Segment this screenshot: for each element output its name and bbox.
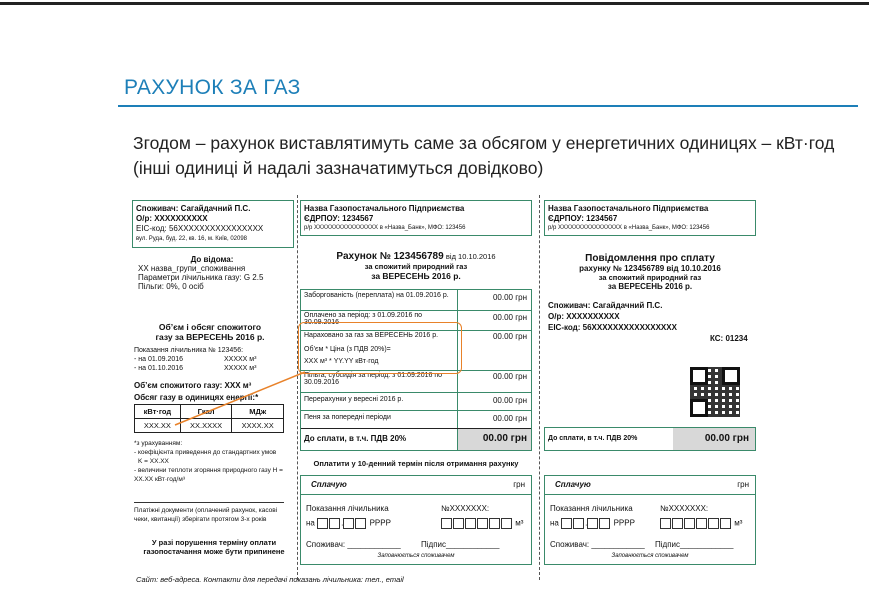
notice-consumer: Споживач: Сагайдачний П.С. [548,301,663,310]
invoice-title: Рахунок № 123456789 [336,251,444,262]
title-underline [118,105,858,107]
payslip-paid-label: Сплачую [311,480,347,489]
warning-note: У разі порушення терміну оплати газопостачання може бути припинене [143,538,285,556]
row-divider [301,392,531,393]
energy-header-gcal: Гкал [180,405,232,419]
calc-values: XXX м³ * YY.YY кВт·год [304,358,379,365]
invoice-document [120,195,760,590]
row-penalty-amount: 00.00 грн [492,414,527,423]
payslip-m3: м³ [515,518,524,528]
invoice-header [300,251,532,281]
payslip-reading-field[interactable] [441,518,523,529]
payslip-paid-label-2: Сплачую [555,480,591,489]
notice-eic: ЕІС-код: 56XXXXXXXXXXXXXXXX [548,323,677,332]
reading-1-value: XXXXX м³ [224,356,257,363]
notice-account: рахунку № 123456789 від 10.10.2016 [579,264,721,273]
info-group: XX назва_групи_споживання [138,264,246,273]
row-divider [301,410,531,411]
payslip-year: РРРР [369,518,391,528]
row-paid-label: Оплачено за період: з 01.09.2016 по 30.09.2016 [304,312,423,326]
invoice-period: за ВЕРЕСЕНЬ 2016 р. [371,271,461,281]
supplier-edrpou-2: ЄДРПОУ: 1234567 [548,214,618,223]
row-subsidy-label: Пільга, субсидія за період: з 01.09.2016 по 30.09.2016 [304,372,443,386]
meter-number: Показання лічильника № 123456: [134,347,244,354]
top-border [0,2,869,5]
row-recalc-amount: 00.00 грн [492,396,527,405]
supplier-edrpou: ЄДРПОУ: 1234567 [304,214,374,223]
payslip-filled: Заповнюється споживачем [377,553,455,559]
row-subsidy-amount: 00.00 грн [492,372,527,381]
supplier-box [300,200,532,236]
payslip-signature[interactable]: Підпис____________ [421,540,500,549]
payslip-middle [300,475,532,565]
consumer-account: О/р: XXXXXXXXXX [136,214,208,223]
note-heat: - величини теплоти згоряння природного газу H = XX.XX кВт·год/м³ [134,467,283,483]
payslip-signature-2[interactable]: Підпис____________ [655,540,734,549]
footer-contacts: Сайт: веб-адреса. Контакти для передачі показань лічильника: тел., email [136,575,404,584]
row-paid-amount: 00.00 грн [492,313,527,322]
payslip-year-2: РРРР [613,518,635,528]
row-charged-label: Нараховано за газ за ВЕРЕСЕНЬ 2016 р. [304,332,439,339]
info-section [132,255,292,291]
energy-header-kwh: кВт·год [135,405,181,419]
payslip-meter-label: Показання лічильника [306,504,389,513]
notice-period: за ВЕРЕСЕНЬ 2016 р. [607,282,693,291]
notes [134,439,294,484]
payslip-reading-field-2[interactable] [660,518,742,529]
invoice-for: за спожитий природний газ [364,262,468,271]
consumer-name: Споживач: Сагайдачний П.С. [136,204,251,213]
payslip-on: на [306,518,315,528]
note-title: *з урахуванням: [134,440,183,447]
notice-for: за спожитий природний газ [598,273,702,282]
notice-total-amount: 00.00 грн [704,433,749,444]
energy-header-mj: МДж [232,405,284,419]
cut-line-right [539,195,540,580]
row-debt-label: Заборгованість (переплата) на 01.09.2016 р. [304,292,449,299]
calc-formula: Об’єм * Ціна (з ПДВ 20%)= [304,346,391,353]
payslip-unit-2: грн [737,480,749,489]
row-recalc-label: Перерахунки у вересні 2016 р. [304,396,404,403]
notice-title: Повідомлення про сплату [585,253,715,264]
qr-corner [722,367,740,385]
keep-docs-note: Платіжні документи (оплачений рахунок, касові чеки, квитанції) зберігати протягом 3-х років [134,502,284,524]
row-charged-amount: 00.00 грн [492,332,527,341]
row-penalty-label: Пеня за попередні періоди [304,414,391,421]
supplier-name-2: Назва Газопостачального Підприємства [548,204,709,213]
note-coef: - коефіцієнта приведення до стандартних умов [134,449,277,456]
payslip-unit: грн [513,480,525,489]
payslip-filled-2: Заповнюється споживачем [611,553,689,559]
page-title: РАХУНОК ЗА ГАЗ [124,76,301,99]
reading-2-date: - на 01.10.2016 [134,365,184,372]
energy-value-mj: XXXX.XX [232,419,284,433]
energy-value-kwh: XXX.XX [135,419,181,433]
notice-ks: КС: 01234 [710,334,748,343]
supplier-box-2 [544,200,756,236]
payslip-date-field[interactable]: на . РРРР [306,518,391,528]
info-meter: Параметри лічильника газу: G 2.5 [138,273,264,282]
notice-total-box [544,427,756,451]
invoice-date: від 10.10.2016 [445,252,496,261]
payslip-on-2: на [550,518,559,528]
total-amount: 00.00 грн [482,433,527,444]
supplier-name: Назва Газопостачального Підприємства [304,204,465,213]
payslip-meter-no: №XXXXXXX: [441,504,490,513]
reading-2-value: XXXXX м³ [224,365,257,372]
energy-value-gcal: XX.XXXX [180,419,232,433]
notice-account-no: О/р: XXXXXXXXXX [548,312,620,321]
notice-header [544,253,756,291]
qr-corner [690,367,708,385]
note-coef-value: K = XX.XX [138,458,169,465]
row-divider [301,310,531,311]
payslip-m3-2: м³ [734,518,743,528]
payslip-consumer[interactable]: Споживач: ____________ [306,540,401,549]
page-subtitle: Згодом – рахунок виставлятимуть саме за обсягом у енергетичних одиницях – кВт·год (інші одиниці й надалі зазначатимуться довідково) [133,133,835,178]
reading-1-date: - на 01.09.2016 [134,356,184,363]
consumer-box [132,200,294,248]
payslip-meter-label-2: Показання лічильника [550,504,633,513]
row-debt-amount: 00.00 грн [492,293,527,302]
volume-heading: Об’єм і обсяг спожитого газу за ВЕРЕСЕНЬ 2016 р. [155,322,265,342]
payslip-consumer-2[interactable]: Споживач: ____________ [550,540,645,549]
notice-total-label: До сплати, в т.ч. ПДВ 20% [548,435,638,442]
highlight-arrow [170,370,310,430]
info-benefits: Пільги: 0%, 0 осіб [138,282,204,291]
total-label: До сплати, в т.ч. ПДВ 20% [304,434,407,443]
consumed-volume: Об’єм спожитого газу: XXX м³ [134,381,252,390]
highlight-frame [298,322,462,374]
energy-label: Обсяг газу в одиницях енергії:* [134,393,259,402]
pay-term: Оплатити у 10-денний термін після отримання рахунку [313,459,519,468]
payslip-date-field-2[interactable]: на . РРРР [550,518,635,528]
supplier-bank-2: р/р XXXXXXXXXXXXXXXX в «Назва_Банк», МФО: 123456 [548,225,710,231]
consumer-address: вул. Руда, буд. 22, кв. 16, м. Київ, 02098 [136,236,248,242]
info-heading: До відома: [190,255,234,264]
supplier-bank: р/р XXXXXXXXXXXXXXXX в «Назва_Банк», МФО: 123456 [304,225,466,231]
qr-corner [690,399,708,417]
consumer-eic: ЕІС-код: 56XXXXXXXXXXXXXXXX [136,224,264,233]
payslip-right [544,475,756,565]
payslip-meter-no-2: №XXXXXXX: [660,504,709,513]
